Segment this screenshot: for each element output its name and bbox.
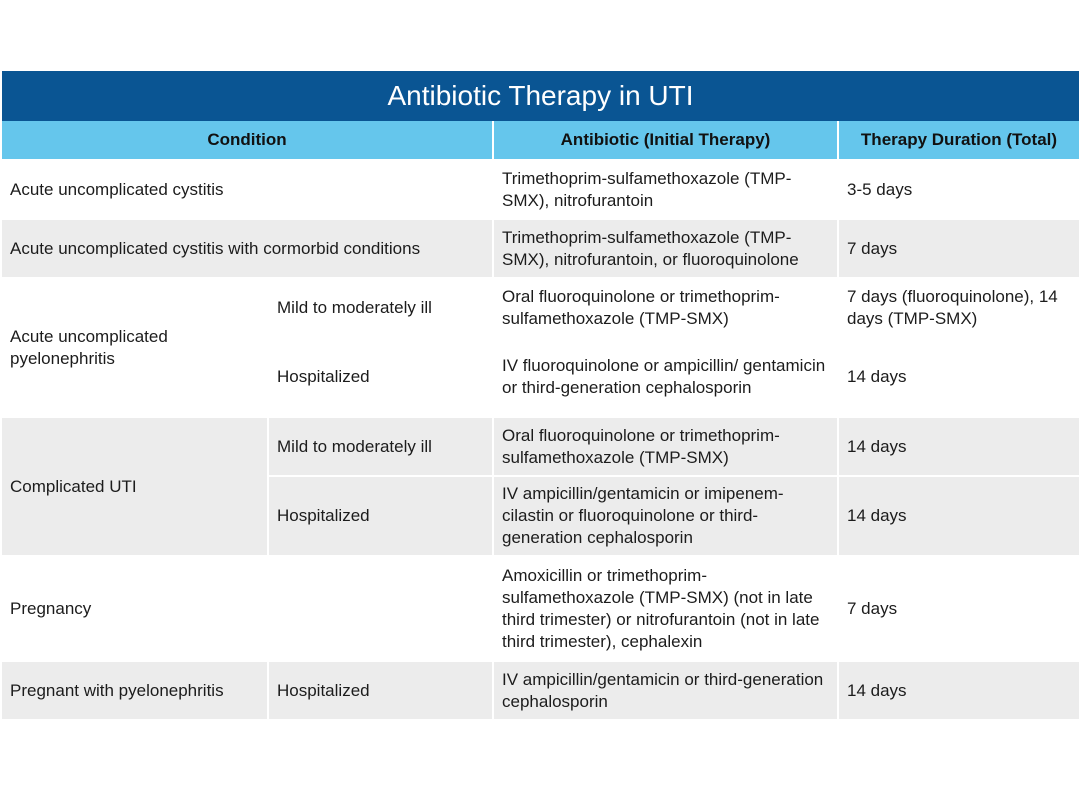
antibiotic-cell: IV ampicillin/gentamicin or third-generation cephalosporin: [493, 661, 838, 720]
duration-cell: 7 days: [838, 219, 1079, 278]
uti-therapy-table: [2, 71, 1079, 721]
duration-cell: 14 days: [838, 661, 1079, 720]
condition-cell: Acute uncomplicated cystitis with cormorbid conditions: [2, 219, 493, 278]
antibiotic-cell: Oral fluoroquinolone or trimethoprim-sulfamethoxazole (TMP-SMX): [493, 278, 838, 337]
duration-cell: 7 days: [838, 556, 1079, 661]
table-row: [2, 219, 1079, 278]
severity-cell: Mild to moderately ill: [268, 417, 493, 476]
severity-cell: Hospitalized: [268, 476, 493, 556]
header-condition: Condition: [2, 121, 493, 160]
antibiotic-cell: IV fluoroquinolone or ampicillin/ gentamicin or third-generation cephalosporin: [493, 337, 838, 417]
condition-cell: Pregnant with pyelonephritis: [2, 661, 268, 720]
condition-cell: Acute uncomplicated cystitis: [2, 160, 493, 219]
table-row: [2, 417, 1079, 476]
duration-cell: 14 days: [838, 476, 1079, 556]
antibiotic-cell: Oral fluoroquinolone or trimethoprim-sulfamethoxazole (TMP-SMX): [493, 417, 838, 476]
condition-cell: Pregnancy: [2, 556, 493, 661]
header-antibiotic: Antibiotic (Initial Therapy): [493, 121, 838, 160]
severity-cell: Hospitalized: [268, 661, 493, 720]
table-row: [2, 278, 1079, 337]
condition-cell: Acute uncomplicated pyelonephritis: [2, 278, 268, 417]
duration-cell: 7 days (fluoroquinolone), 14 days (TMP-SMX): [838, 278, 1079, 337]
duration-cell: 3-5 days: [838, 160, 1079, 219]
antibiotic-cell: Amoxicillin or trimethoprim-sulfamethoxazole (TMP-SMX) (not in late third trimester) or nitrofurantoin (not in late third trimester), cephalexin: [493, 556, 838, 661]
table-row: [2, 160, 1079, 219]
severity-cell: Mild to moderately ill: [268, 278, 493, 337]
antibiotic-cell: Trimethoprim-sulfamethoxazole (TMP-SMX), nitrofurantoin, or fluoroquinolone: [493, 219, 838, 278]
antibiotic-cell: Trimethoprim-sulfamethoxazole (TMP-SMX), nitrofurantoin: [493, 160, 838, 219]
table-row: [2, 661, 1079, 720]
condition-cell: Complicated UTI: [2, 417, 268, 556]
table-row: [2, 556, 1079, 661]
duration-cell: 14 days: [838, 337, 1079, 417]
severity-cell: Hospitalized: [268, 337, 493, 417]
antibiotic-cell: IV ampicillin/gentamicin or imipenem-cilastin or fluoroquinolone or third-generation cephalosporin: [493, 476, 838, 556]
table-title: Antibiotic Therapy in UTI: [2, 71, 1079, 121]
header-duration: Therapy Duration (Total): [838, 121, 1079, 160]
duration-cell: 14 days: [838, 417, 1079, 476]
